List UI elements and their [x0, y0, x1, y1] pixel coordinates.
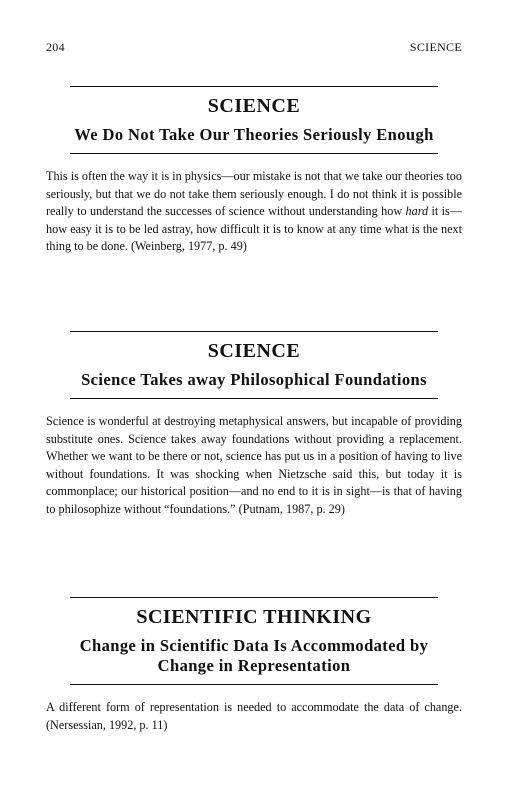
entry-heading: SCIENCE [207, 340, 301, 362]
bottom-rule [70, 398, 438, 399]
quote-emphasis: hard [405, 204, 429, 218]
entry-quote [46, 168, 462, 256]
quote-text: A different form of representation is needed to accommodate the data of change. (Nersessian, 1992, p. 11) [46, 700, 462, 732]
entry-subheading: Change in Scientific Data Is Accommodated by Change in Representation [79, 636, 429, 675]
quote-text: This is often the way it is in physics—our mistake is not that we take our theories too seriously, but that we do not take them seriously enough. I do not think it is possible really to understand the successes of science without understanding how [46, 169, 462, 218]
entry-heading: SCIENCE [207, 95, 301, 117]
quote-text-continued: it is—how easy it is to be led astray, how difficult it is to know at any time what is the next thing to be done. (Weinberg, 1977, p. 49) [46, 204, 462, 253]
bottom-rule [70, 153, 438, 154]
entry-subheading: We Do Not Take Our Theories Seriously Enough [74, 125, 434, 144]
top-rule [70, 86, 438, 87]
entry-heading: SCIENTIFIC THINKING [136, 606, 372, 628]
top-rule [70, 331, 438, 332]
entry-weinberg [46, 86, 462, 256]
entry-nersessian [46, 597, 462, 734]
entry-subheading: Science Takes away Philosophical Foundations [81, 370, 427, 389]
quote-text: Science is wonderful at destroying metaphysical answers, but incapable of providing substitute ones. Science takes away foundations without providing a replacement. Whether we want to be there or not, science has put us in a position of having to live without foundations. It was shocking when Nietzsche said this, but today it is commonplace; our historical position—and no end to it is in sight—is that of having to philosophize without “foundations.” (Putnam, 1987, p. 29) [46, 414, 462, 516]
entry-quote [46, 413, 462, 518]
entry-putnam [46, 331, 462, 518]
bottom-rule [70, 684, 438, 685]
top-rule [70, 597, 438, 598]
page-number: 204 [46, 40, 65, 54]
running-head [46, 40, 462, 55]
entry-quote [46, 699, 462, 734]
running-title: SCIENCE [409, 40, 462, 54]
